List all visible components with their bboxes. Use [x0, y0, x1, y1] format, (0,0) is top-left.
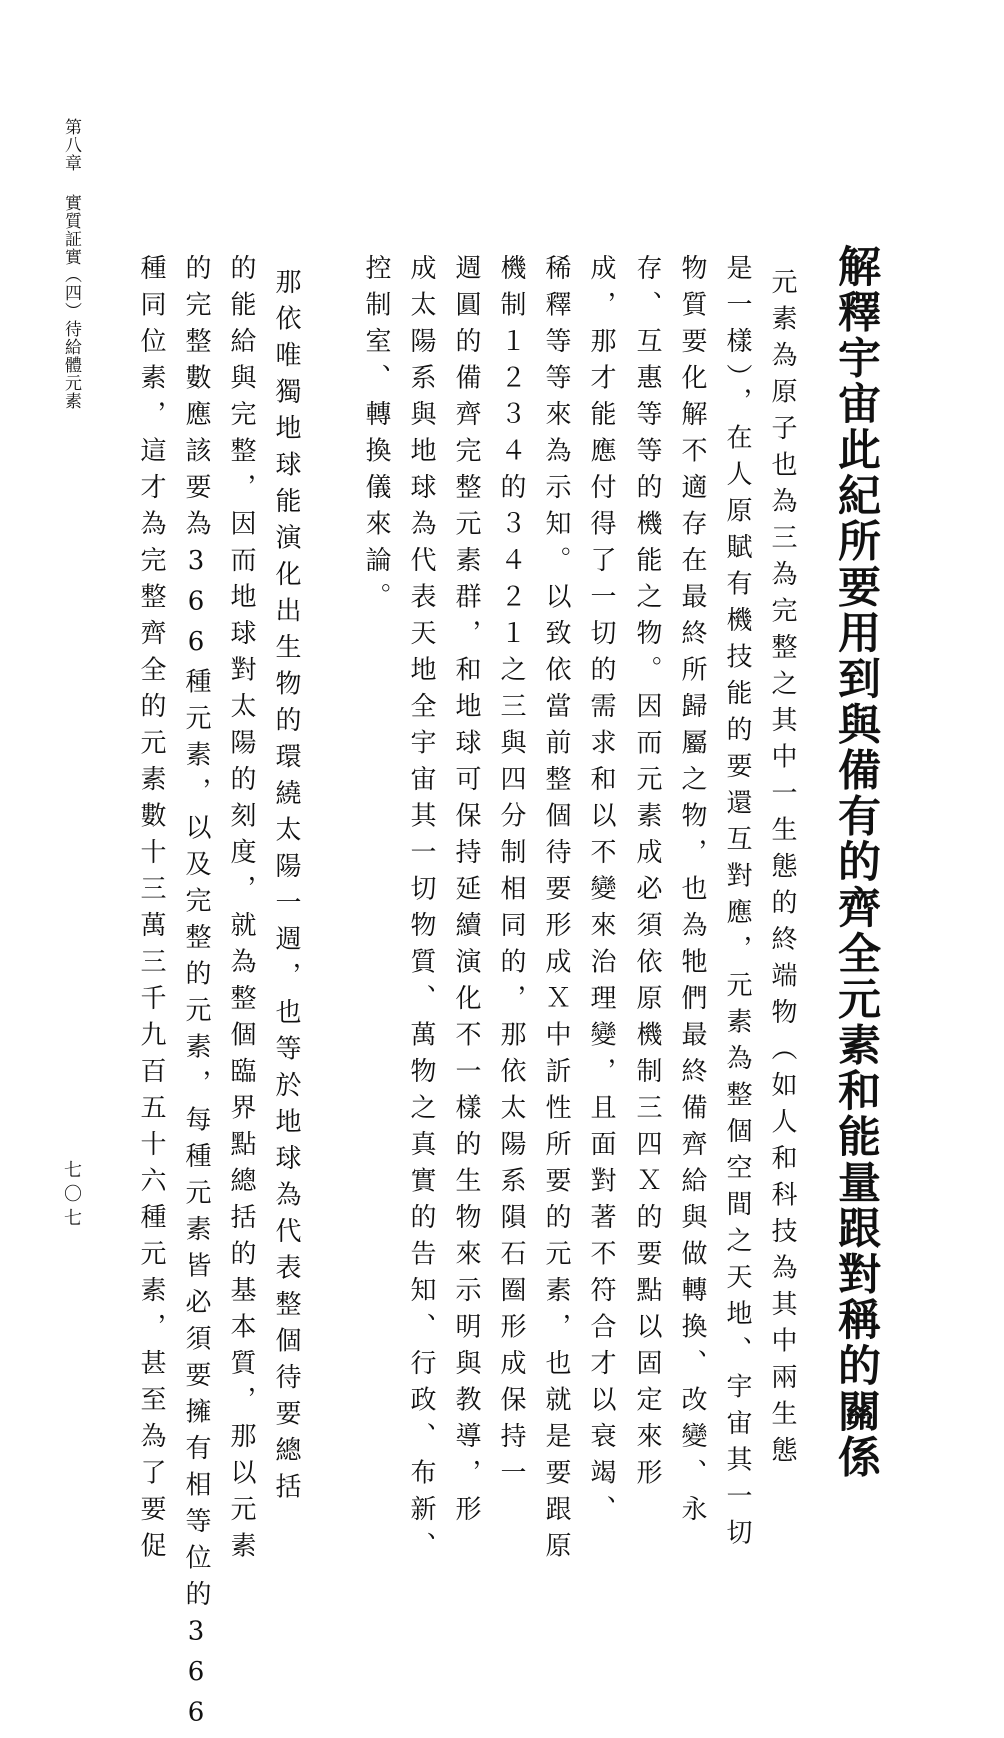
- text-column: 的能給與完整，因而地球對太陽的刻度，就為整個臨界點總括的基本質，那以元素: [226, 254, 256, 1568]
- running-head: [60, 118, 82, 410]
- text-column: 物質要化解不適存在最終所歸屬之物，也為牠們最終備齊給與做轉換、改變、永: [677, 254, 707, 1532]
- text-column: 的完整數應該要為366種元素，以及完整的元素，每種元素皆必須要擁有相等位的366: [181, 254, 211, 1738]
- text-column: 種同位素，這才為完整齊全的元素數十三萬三千九百五十六種元素，甚至為了要促: [136, 254, 166, 1568]
- text-column: 成太陽系與地球為代表天地全宇宙其一切物質、萬物之真實的告知、行政、布新、: [406, 254, 436, 1568]
- text-column: 機制１２３４的３４２１之三與四分制相同的，那依太陽系隕石圈形成保持一: [496, 254, 526, 1495]
- section-label: 實質証實（四）待給體元素: [61, 194, 81, 410]
- text-column: 稀釋等等來為示知。以致依當前整個待要形成Ｘ中訢性所要的元素，也就是要跟原: [541, 254, 571, 1568]
- text-column: 是一樣），在人原賦有機技能的要還互對應，元素為整個空間之天地、宇宙其一切: [722, 254, 752, 1555]
- text-column: 存、互惠等等的機能之物。因而元素成必須依原機制三四Ｘ的要點以固定來形: [632, 254, 662, 1495]
- chapter-label: 第八章: [61, 118, 81, 172]
- text-column: 元素為原子也為三為完整之其中一生態的終端物（如人和科技為其中兩生態: [767, 268, 797, 1473]
- page-number: 七〇七: [61, 1160, 82, 1232]
- text-column: 成，那才能應付得了一切的需求和以不變來治理變，且面對著不符合才以衰竭、: [586, 254, 616, 1532]
- text-column: 控制室、轉換儀來論。: [361, 254, 391, 619]
- text-column: 那依唯獨地球能演化出生物的環繞太陽一週，也等於地球為代表整個待要總括: [271, 268, 301, 1509]
- page-title: 解釋宇宙此紀所要用到與備有的齊全元素和能量跟對稱的關係: [831, 244, 881, 1481]
- text-column: 週圓的備齊完整元素群，和地球可保持延續演化不一樣的生物來示明與教導，形: [451, 254, 481, 1532]
